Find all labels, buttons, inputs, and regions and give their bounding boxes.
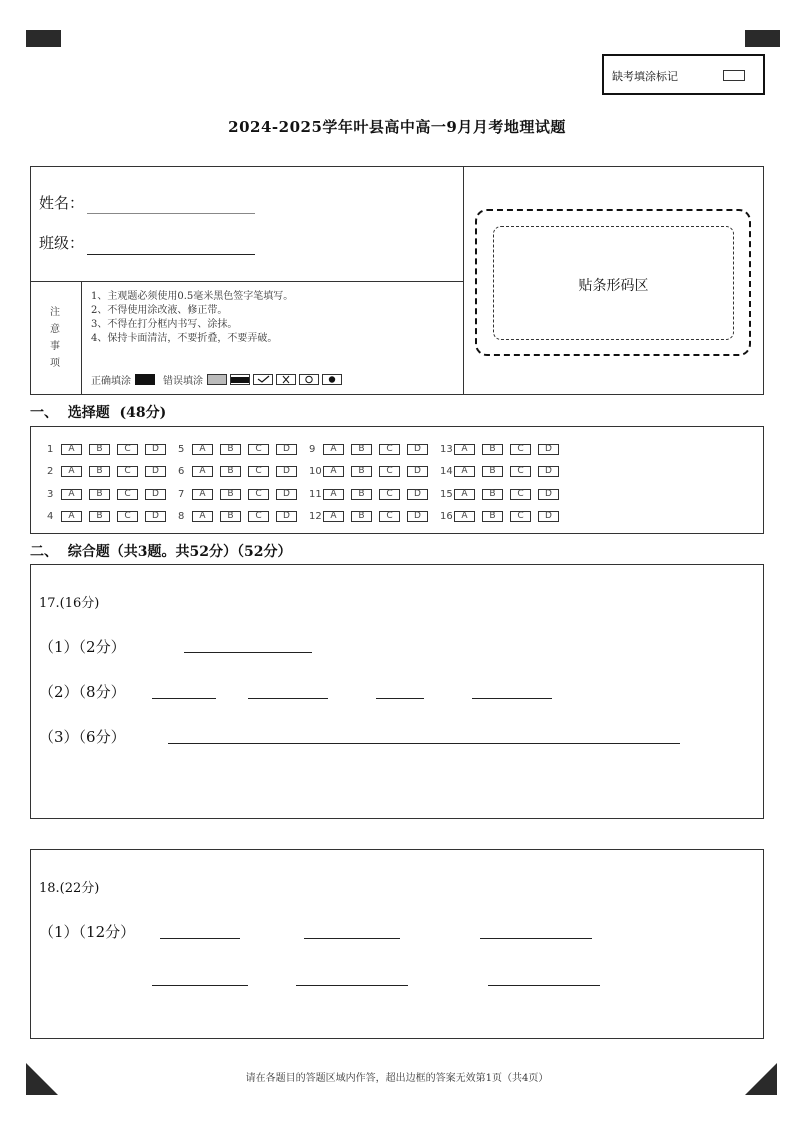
choice-question-number: 11 xyxy=(309,488,322,500)
wrong-fill-cross-sample xyxy=(276,374,296,385)
choice-option-bubble[interactable]: C xyxy=(248,466,269,477)
choice-option-bubble[interactable]: C xyxy=(248,511,269,522)
choice-option-bubble[interactable]: C xyxy=(510,466,531,477)
wrong-fill-dot-sample xyxy=(322,374,342,385)
choice-option-bubble[interactable]: B xyxy=(351,511,372,522)
barcode-label: 贴条形码区 xyxy=(578,278,649,294)
choice-question xyxy=(309,489,435,500)
choice-question xyxy=(178,466,304,477)
absent-mark-label: 缺考填涂标记 xyxy=(612,70,678,83)
q18-part1-answer-line[interactable] xyxy=(160,938,240,939)
info-divider-horizontal xyxy=(31,281,463,282)
choice-question xyxy=(440,489,566,500)
wrong-fill-label: 错误填涂 xyxy=(163,376,203,387)
choice-option-bubble[interactable]: D xyxy=(145,444,166,455)
choice-option-bubble[interactable]: C xyxy=(510,489,531,500)
choice-question-number: 13 xyxy=(440,443,453,455)
choice-question xyxy=(309,444,435,455)
choice-option-bubble[interactable]: C xyxy=(117,489,138,500)
choice-question xyxy=(440,511,566,522)
notes-list xyxy=(91,290,293,346)
choice-option-bubble[interactable]: A xyxy=(323,489,344,500)
notes-heading xyxy=(50,304,60,372)
choice-option-bubble[interactable]: D xyxy=(407,444,428,455)
q18-part1-label: （1）（12分） xyxy=(39,923,136,941)
choice-question-number: 10 xyxy=(309,466,322,478)
wrong-fill-circle-sample xyxy=(299,374,319,385)
choice-option-bubble[interactable]: D xyxy=(407,511,428,522)
choice-question xyxy=(47,511,173,522)
choice-option-bubble[interactable]: B xyxy=(220,466,241,477)
choice-option-bubble[interactable]: B xyxy=(482,444,503,455)
choice-option-bubble[interactable]: D xyxy=(145,511,166,522)
choice-question-number: 1 xyxy=(47,443,54,455)
choice-question-number: 15 xyxy=(440,488,453,500)
choice-option-bubble[interactable]: C xyxy=(510,444,531,455)
choice-option-bubble[interactable]: B xyxy=(351,489,372,500)
choice-option-bubble[interactable]: B xyxy=(89,489,110,500)
choice-option-bubble[interactable]: C xyxy=(117,444,138,455)
choice-question xyxy=(47,444,173,455)
choice-option-bubble[interactable]: C xyxy=(117,511,138,522)
choice-option-bubble[interactable]: D xyxy=(276,444,297,455)
notes-heading-cell xyxy=(31,282,82,394)
choice-option-bubble[interactable]: D xyxy=(145,489,166,500)
choice-question-number: 16 xyxy=(440,511,453,523)
q17-answer-box xyxy=(30,564,764,819)
choice-option-bubble[interactable]: D xyxy=(276,489,297,500)
choice-option-bubble[interactable]: D xyxy=(276,466,297,477)
q17-part2-answer-line[interactable] xyxy=(248,698,328,699)
choice-option-bubble[interactable]: D xyxy=(538,444,559,455)
note-item: 4、保持卡面清洁，不要折叠，不要弄破。 xyxy=(91,333,278,344)
choice-row xyxy=(47,506,763,529)
q18-part1-answer-line[interactable] xyxy=(296,985,408,986)
choice-option-bubble[interactable]: C xyxy=(510,511,531,522)
name-label: 姓名： xyxy=(39,194,85,212)
choice-row xyxy=(47,438,763,461)
choice-option-bubble[interactable]: C xyxy=(379,511,400,522)
choice-option-bubble[interactable]: B xyxy=(220,444,241,455)
notes-heading-char: 事 xyxy=(50,341,60,352)
choice-option-bubble[interactable]: A xyxy=(323,466,344,477)
choice-question xyxy=(309,466,435,477)
q18-part1-answer-line[interactable] xyxy=(488,985,600,986)
choice-question-number: 5 xyxy=(178,443,185,455)
q18-part1-answer-line[interactable] xyxy=(304,938,400,939)
choice-question xyxy=(440,466,566,477)
choice-answer-grid xyxy=(30,426,764,534)
choice-option-bubble[interactable]: B xyxy=(351,466,372,477)
choice-option-bubble[interactable]: A xyxy=(192,466,213,477)
choice-option-bubble[interactable]: A xyxy=(61,444,82,455)
top-right-registration-mark xyxy=(745,30,780,47)
barcode-inner-frame xyxy=(493,226,734,340)
choice-question xyxy=(309,511,435,522)
choice-question xyxy=(47,466,173,477)
q17-part2-answer-line[interactable] xyxy=(152,698,216,699)
choice-option-bubble[interactable]: A xyxy=(61,511,82,522)
choice-question xyxy=(440,444,566,455)
choice-question xyxy=(47,489,173,500)
choice-question xyxy=(178,489,304,500)
choice-question-number: 3 xyxy=(47,488,54,500)
choice-option-bubble[interactable]: D xyxy=(407,489,428,500)
choice-question-number: 6 xyxy=(178,466,185,478)
choice-option-bubble[interactable]: A xyxy=(192,489,213,500)
choice-row xyxy=(47,461,763,484)
choice-option-bubble[interactable]: D xyxy=(538,466,559,477)
choice-option-bubble[interactable]: A xyxy=(61,466,82,477)
correct-fill-label: 正确填涂 xyxy=(91,376,131,387)
choice-option-bubble[interactable]: B xyxy=(482,511,503,522)
section1-heading: 一、 选择题 (48分) xyxy=(30,405,167,421)
choice-option-bubble[interactable]: B xyxy=(220,511,241,522)
note-item: 3、不得在打分框内书写、涂抹。 xyxy=(91,319,238,330)
choice-option-bubble[interactable]: B xyxy=(351,444,372,455)
choice-option-bubble[interactable]: B xyxy=(220,489,241,500)
choice-option-bubble[interactable]: C xyxy=(379,466,400,477)
q17-part1-answer-line[interactable] xyxy=(184,652,312,653)
choice-option-bubble[interactable]: C xyxy=(248,444,269,455)
page-title: 2024-2025学年叶县高中高一9月月考地理试题 xyxy=(228,118,566,136)
choice-option-bubble[interactable]: A xyxy=(454,511,475,522)
choice-question-number: 14 xyxy=(440,466,453,478)
choice-option-bubble[interactable]: A xyxy=(192,444,213,455)
choice-option-bubble[interactable]: A xyxy=(454,444,475,455)
wrong-fill-partial-sample xyxy=(230,374,250,385)
class-field[interactable] xyxy=(87,254,255,255)
choice-question-number: 7 xyxy=(178,488,185,500)
choice-option-bubble[interactable]: A xyxy=(454,466,475,477)
choice-option-bubble[interactable]: A xyxy=(61,489,82,500)
choice-option-bubble[interactable]: C xyxy=(379,444,400,455)
choice-option-bubble[interactable]: A xyxy=(192,511,213,522)
choice-question-number: 9 xyxy=(309,443,316,455)
top-left-registration-mark xyxy=(26,30,61,47)
choice-option-bubble[interactable]: A xyxy=(323,444,344,455)
note-item: 1、主观题必须使用0.5毫米黑色签字笔填写。 xyxy=(91,291,294,302)
absent-mark-checkbox[interactable] xyxy=(723,70,745,81)
choice-question-number: 8 xyxy=(178,511,185,523)
q17-part3-label: （3）（6分） xyxy=(39,728,126,746)
name-field[interactable] xyxy=(87,213,255,214)
section2-heading: 二、 综合题（共3题。共52分）（52分） xyxy=(30,544,292,560)
q18-part1-answer-line[interactable] xyxy=(152,985,248,986)
q17-title: 17.(16分) xyxy=(39,596,100,611)
choice-option-bubble[interactable]: D xyxy=(407,466,428,477)
choice-question-number: 4 xyxy=(47,511,54,523)
choice-option-bubble[interactable]: C xyxy=(248,489,269,500)
info-divider-vertical xyxy=(463,167,464,394)
info-block xyxy=(30,166,764,395)
notes-heading-char: 注 xyxy=(50,307,60,318)
q18-title: 18.(22分) xyxy=(39,881,100,896)
choice-option-bubble[interactable]: D xyxy=(145,466,166,477)
choice-option-bubble[interactable]: D xyxy=(276,511,297,522)
page-footer: 请在各题目的答题区域内作答，超出边框的答案无效第1页（共4页） xyxy=(245,1073,549,1084)
wrong-fill-check-sample xyxy=(253,374,273,385)
choice-option-bubble[interactable]: B xyxy=(89,466,110,477)
choice-question xyxy=(178,511,304,522)
choice-option-bubble[interactable]: B xyxy=(482,466,503,477)
note-item: 2、不得使用涂改液、修正带。 xyxy=(91,305,228,316)
q17-part1-label: （1）（2分） xyxy=(39,638,126,656)
q17-part2-answer-line[interactable] xyxy=(376,698,424,699)
choice-option-bubble[interactable]: A xyxy=(454,489,475,500)
choice-option-bubble[interactable]: A xyxy=(323,511,344,522)
choice-question xyxy=(178,444,304,455)
choice-option-bubble[interactable]: B xyxy=(89,444,110,455)
choice-question-number: 12 xyxy=(309,511,322,523)
choice-option-bubble[interactable]: D xyxy=(538,511,559,522)
q17-part2-label: （2）（8分） xyxy=(39,683,126,701)
class-label: 班级： xyxy=(39,234,85,252)
choice-option-bubble[interactable]: B xyxy=(482,489,503,500)
wrong-fill-gray-sample xyxy=(207,374,227,385)
fill-examples xyxy=(91,372,345,387)
notes-heading-char: 项 xyxy=(50,358,60,369)
correct-fill-sample xyxy=(135,374,155,385)
choice-question-number: 2 xyxy=(47,466,54,478)
choice-option-bubble[interactable]: B xyxy=(89,511,110,522)
q17-part2-answer-line[interactable] xyxy=(472,698,552,699)
q18-answer-box xyxy=(30,849,764,1039)
q17-part3-answer-line[interactable] xyxy=(168,743,680,744)
choice-row xyxy=(47,483,763,506)
notes-heading-char: 意 xyxy=(50,324,60,335)
absent-mark-box xyxy=(602,54,765,95)
choice-option-bubble[interactable]: C xyxy=(117,466,138,477)
choice-option-bubble[interactable]: C xyxy=(379,489,400,500)
choice-option-bubble[interactable]: D xyxy=(538,489,559,500)
q18-part1-answer-line[interactable] xyxy=(480,938,592,939)
